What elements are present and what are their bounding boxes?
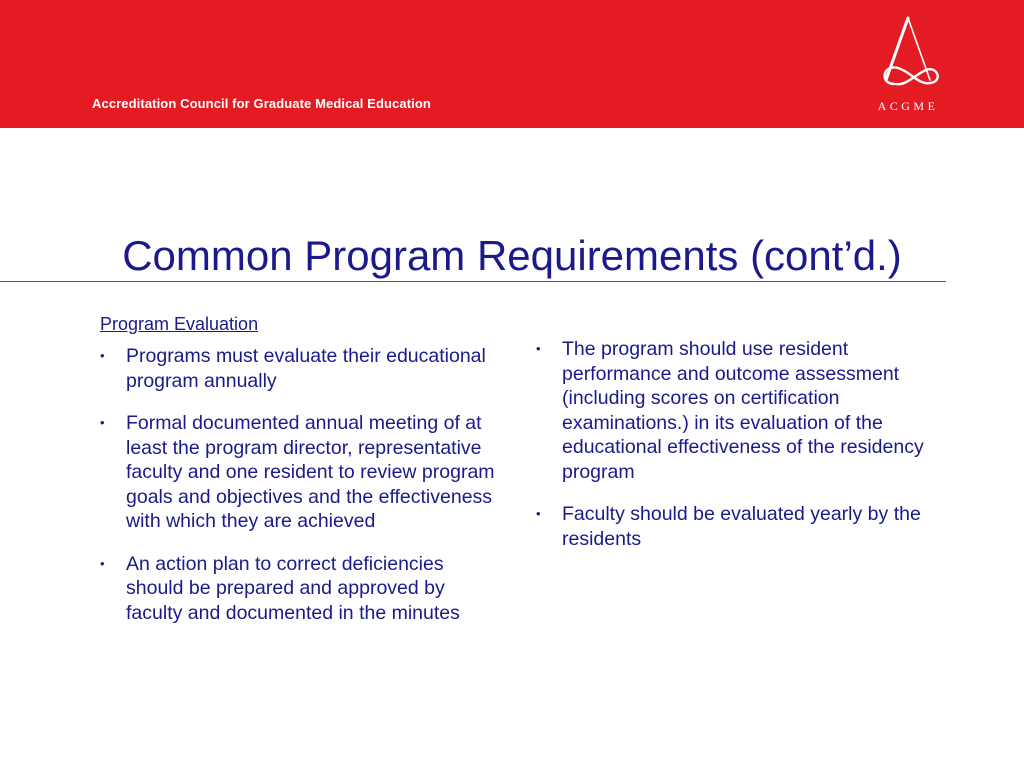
bullet-icon: • bbox=[100, 555, 105, 571]
bullet-text: An action plan to correct deficiencies should be prepared and approved by faculty and documented in the minutes bbox=[126, 552, 460, 624]
bullet-text: Faculty should be evaluated yearly by the residents bbox=[562, 503, 921, 550]
right-column bbox=[536, 337, 961, 569]
right-bullet-list bbox=[536, 337, 961, 551]
left-column bbox=[100, 312, 500, 643]
bullet-icon: • bbox=[536, 506, 541, 521]
logo-text: ACGME bbox=[877, 99, 939, 113]
list-item bbox=[100, 344, 500, 393]
bullet-text: Programs must evaluate their educational program annually bbox=[126, 345, 486, 392]
acgme-logo bbox=[858, 14, 958, 118]
bullet-icon: • bbox=[100, 415, 105, 430]
bullet-icon: • bbox=[536, 341, 541, 356]
bullet-text: Formal documented annual meeting of at least the program director, representative faculty and one resident to review program goals and objectives and the effectiveness with which they are achieved bbox=[126, 412, 495, 532]
left-bullet-list bbox=[100, 344, 500, 625]
bullet-icon: • bbox=[100, 348, 105, 363]
list-item bbox=[536, 502, 961, 551]
acgme-a-icon bbox=[868, 14, 948, 94]
title-divider bbox=[0, 281, 946, 282]
bullet-text: The program should use resident performance and outcome assessment (including scores on certification examinations.) in its evaluation of the educational effectiveness of the residency program bbox=[562, 338, 924, 483]
section-heading: Program Evaluation bbox=[100, 314, 259, 334]
header-banner bbox=[0, 0, 1024, 128]
slide-title: Common Program Requirements (cont’d.) bbox=[122, 232, 902, 279]
org-name: Accreditation Council for Graduate Medical Education bbox=[92, 96, 431, 111]
list-item bbox=[100, 411, 500, 534]
list-item bbox=[100, 552, 500, 626]
list-item bbox=[536, 337, 961, 484]
